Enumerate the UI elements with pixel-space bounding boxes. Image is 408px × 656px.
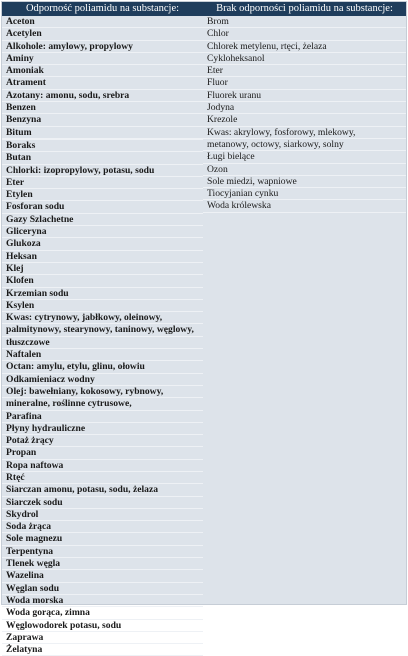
resistant-item: Wazelina	[2, 570, 203, 582]
resistant-item: Aceton	[2, 16, 203, 28]
resistant-item: Acetylen	[2, 28, 203, 40]
resistant-item: Heksan	[2, 251, 203, 263]
resistant-item: Ksylen	[2, 300, 203, 312]
resistant-item: Zaprawa	[2, 632, 203, 644]
resistant-item: Boraks	[2, 140, 203, 152]
not-resistant-item: Kwas: akrylowy, fosforowy, mlekowy,	[203, 127, 406, 139]
not-resistant-item: Jodyna	[203, 102, 406, 114]
table-body	[2, 16, 406, 656]
resistant-item: Żelatyna	[2, 644, 203, 656]
not-resistant-item: Eter	[203, 65, 406, 77]
resistant-item: Amoniak	[2, 65, 203, 77]
resistant-item: Bitum	[2, 127, 203, 139]
resistant-item: Rtęć	[2, 472, 203, 484]
resistant-item: Woda gorąca, zimna	[2, 607, 203, 619]
resistant-item: Azotany: amonu, sodu, srebra	[2, 90, 203, 102]
resistant-item: Etylen	[2, 189, 203, 201]
not-resistant-item: Brom	[203, 16, 406, 28]
resistant-item: Sole magnezu	[2, 533, 203, 545]
resistant-item: Tlenek węgla	[2, 558, 203, 570]
not-resistant-item: Ozon	[203, 164, 406, 176]
resistant-item: Parafina	[2, 411, 203, 423]
not-resistant-item: metanowy, octowy, siarkowy, solny	[203, 139, 406, 151]
resistant-item: Odkamieniacz wodny	[2, 374, 203, 386]
resistant-item: Woda morska	[2, 595, 203, 607]
table-header	[2, 2, 406, 16]
resistant-item: Octan: amylu, etylu, glinu, ołowiu	[2, 361, 203, 373]
resistant-item: Aminy	[2, 53, 203, 65]
not-resistant-item: Krezole	[203, 114, 406, 126]
resistant-item: Glukoza	[2, 238, 203, 250]
not-resistant-item: Cykloheksanol	[203, 53, 406, 65]
resistant-item: Atrament	[2, 77, 203, 89]
resistant-item: Siarczek sodu	[2, 497, 203, 509]
not-resistant-item: Woda królewska	[203, 200, 406, 212]
resistant-item: Benzen	[2, 102, 203, 114]
resistant-item: Siarczan amonu, potasu, sodu, żelaza	[2, 484, 203, 496]
resistant-item: tłuszczowe	[2, 337, 203, 349]
resistant-item: Benzyna	[2, 114, 203, 126]
resistant-item: Skydrol	[2, 509, 203, 521]
resistant-item: Alkohole: amylowy, propylowy	[2, 41, 203, 53]
not-resistant-item: Chlorek metylenu, rtęci, żelaza	[203, 41, 406, 53]
resistant-item: Naftalen	[2, 349, 203, 361]
resistant-item: Chlorki: izopropylowy, potasu, sodu	[2, 165, 203, 177]
resistant-item: Eter	[2, 177, 203, 189]
resistant-item: Gliceryna	[2, 226, 203, 238]
resistant-item: Ropa naftowa	[2, 460, 203, 472]
resistant-item: Potaż żrący	[2, 435, 203, 447]
resistant-item: Płyny hydrauliczne	[2, 423, 203, 435]
resistant-item: Klofen	[2, 275, 203, 287]
resistant-item: Fosforan sodu	[2, 201, 203, 213]
resistant-item: Soda żrąca	[2, 521, 203, 533]
resistant-item: Węglowodorek potasu, sodu	[2, 620, 203, 632]
not-resistant-item: Sole miedzi, wapniowe	[203, 176, 406, 188]
not-resistant-item: Ługi bielące	[203, 151, 406, 163]
resistant-item: Klej	[2, 263, 203, 275]
not-resistant-item: Chlor	[203, 28, 406, 40]
resistant-item: Propan	[2, 447, 203, 459]
not-resistant-item: Tiocyjanian cynku	[203, 188, 406, 200]
resistant-item: Krzemian sodu	[2, 288, 203, 300]
not-resistant-item: Fluor	[203, 77, 406, 89]
resistant-column	[2, 16, 203, 656]
resistant-item: Butan	[2, 152, 203, 164]
resistant-item: palmitynowy, stearynowy, taninowy, węglowy,	[2, 324, 203, 336]
resistant-item: Terpentyna	[2, 546, 203, 558]
header-resistant: Odporność poliamidu na substancje:	[25, 3, 180, 14]
not-resistant-column	[203, 16, 406, 656]
resistant-item: mineralne, roślinne cytrusowe,	[2, 398, 203, 410]
resistant-item: Kwas: cytrynowy, jabłkowy, oleinowy,	[2, 312, 203, 324]
header-not-resistant: Brak odporności poliamidu na substancje:	[216, 3, 393, 14]
resistant-item: Olej: bawełniany, kokosowy, rybnowy,	[2, 386, 203, 398]
substance-resistance-table	[1, 1, 407, 656]
not-resistant-item: Fluorek uranu	[203, 90, 406, 102]
resistant-item: Gazy Szlachetne	[2, 214, 203, 226]
resistant-item: Węglan sodu	[2, 583, 203, 595]
